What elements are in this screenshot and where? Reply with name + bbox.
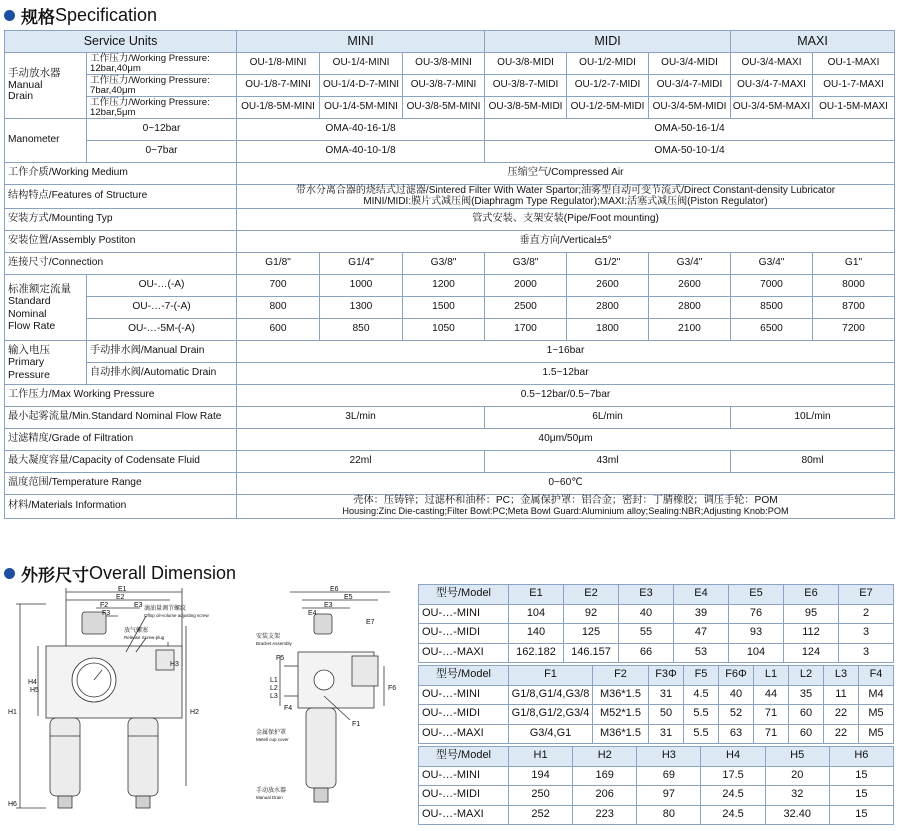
manual-drain-row-3 xyxy=(5,97,895,119)
spec-title-cn: 规格 xyxy=(21,8,55,27)
model-cell: OU-1-7-MAXI xyxy=(813,75,895,97)
max-pressure-value: 0.5~12bar/0.5~7bar xyxy=(237,385,895,407)
connection-row xyxy=(5,253,895,275)
filtration-value: 40μm/50μm xyxy=(237,429,895,451)
dim-e1: E1 xyxy=(118,586,127,593)
value-cell: 112 xyxy=(784,624,839,644)
value-cell: 11 xyxy=(824,685,859,705)
min-flow-label: 最小起雾流量/Min.Standard Nominal Flow Rate xyxy=(5,407,237,429)
value-cell: 24.5 xyxy=(701,805,765,825)
assembly-row xyxy=(5,231,895,253)
cond-cell xyxy=(87,75,237,97)
dimension-table-f xyxy=(418,665,894,744)
value-cell: 39 xyxy=(674,604,729,624)
flow-cell: 2600 xyxy=(567,275,649,297)
value-cell: 44 xyxy=(754,685,789,705)
model-cell: OU-1/8-7-MINI xyxy=(237,75,320,97)
flow-cell: 2000 xyxy=(485,275,567,297)
condensate-label: 最大凝度容量/Capacity of Codensate Fluid xyxy=(5,451,237,473)
primary-label-text: 输入电压 Primary Pressure xyxy=(8,344,51,381)
materials-line-2: Housing:Zinc Die-casting;Filter Bowl:PC;Meta Bowl Guard:Aluminium alloy;Sealing:NBR;Adjusting Knob:POM xyxy=(342,506,789,517)
connection-label: 连接尺寸/Connection xyxy=(5,253,237,275)
connection-cell: G1/4" xyxy=(320,253,403,275)
dim-table-e-header xyxy=(419,585,894,605)
oil-adjust-en: Oflop oil-volume adjusting screw xyxy=(144,613,209,618)
flow-cell: 850 xyxy=(320,319,403,341)
value-cell: M36*1.5 xyxy=(593,724,649,744)
value-cell: 124 xyxy=(784,643,839,663)
bowl-guard-en: Metell cup cover xyxy=(256,737,289,742)
value-cell: 63 xyxy=(719,724,754,744)
value-cell: 71 xyxy=(754,724,789,744)
condensate-row xyxy=(5,451,895,473)
connection-cell: G1" xyxy=(813,253,895,275)
primary-value: 1.5~12bar xyxy=(237,363,895,385)
dim-l3: L3 xyxy=(270,693,278,700)
manometer-row-2 xyxy=(5,141,895,163)
flow-cell: 1500 xyxy=(403,297,485,319)
flow-cell: 2800 xyxy=(649,297,731,319)
dim-h1: H1 xyxy=(8,709,17,716)
flow-type: OU-…-7-(-A) xyxy=(87,297,237,319)
header-cell: F3Φ xyxy=(649,666,684,686)
cond-cell xyxy=(87,97,237,119)
primary-type: 自动排水阀/Automatic Drain xyxy=(87,363,237,385)
flow-cell: 2100 xyxy=(649,319,731,341)
materials-label: 材料/Materials Information xyxy=(5,495,237,519)
value-cell: M4 xyxy=(859,685,894,705)
model-cell: OU-1/2-7-MIDI xyxy=(567,75,649,97)
value-cell: 53 xyxy=(674,643,729,663)
flow-cell: 600 xyxy=(237,319,320,341)
service-units-header: Service Units xyxy=(5,31,237,53)
condensate-midi: 43ml xyxy=(485,451,731,473)
value-cell: 15 xyxy=(829,766,893,786)
primary-label xyxy=(5,341,87,385)
header-cell: F6Φ xyxy=(719,666,754,686)
specification-table xyxy=(4,30,895,519)
structure-label: 结构特点/Features of Structure xyxy=(5,185,237,209)
dim-f2: F2 xyxy=(100,602,109,609)
manual-drain-row-1 xyxy=(5,53,895,75)
flow-cell: 7200 xyxy=(813,319,895,341)
table-row xyxy=(419,604,894,624)
min-flow-row xyxy=(5,407,895,429)
dim-l2: L2 xyxy=(270,685,278,692)
midi-header: MIDI xyxy=(485,31,731,53)
front-view-drawing xyxy=(6,586,209,820)
manual-drain-drawing-label: 手动放水器 xyxy=(256,788,287,794)
table-row xyxy=(419,786,894,806)
dim-l1: L1 xyxy=(270,677,278,684)
flow-label-text: 标准额定流量 Standard Nominal Flow Rate xyxy=(8,283,71,332)
header-cell: H5 xyxy=(765,747,829,767)
value-cell: 5.5 xyxy=(684,705,719,725)
condensate-mini: 22ml xyxy=(237,451,485,473)
dim-f6: F6 xyxy=(388,685,397,692)
value-cell: 104 xyxy=(729,643,784,663)
model-cell: OU-…-MINI xyxy=(419,685,509,705)
header-cell: 型号/Model xyxy=(419,747,509,767)
header-cell: F4 xyxy=(859,666,894,686)
dim-e4: E4 xyxy=(308,610,317,617)
flow-row-2 xyxy=(5,297,895,319)
model-cell: OU-1-MAXI xyxy=(813,53,895,75)
value-cell: 32.40 xyxy=(765,805,829,825)
cond-text: 工作压力/Working Pressure: 7bar,40μm xyxy=(90,74,210,96)
flow-cell: 2800 xyxy=(567,297,649,319)
primary-row-1 xyxy=(5,341,895,363)
flow-cell: 1700 xyxy=(485,319,567,341)
value-cell: G1/8,G1/4,G3/8 xyxy=(509,685,593,705)
model-cell: OU-…-MIDI xyxy=(419,786,509,806)
table-row xyxy=(419,643,894,663)
dim-f3: F3 xyxy=(102,610,111,617)
mini-gauge: OMA-40-16-1/8 xyxy=(237,119,485,141)
dim-table-h-header xyxy=(419,747,894,767)
range-cell: 0~7bar xyxy=(87,141,237,163)
model-cell: OU-3/4-5M-MAXI xyxy=(731,97,813,119)
midi-maxi-gauge: OMA-50-10-1/4 xyxy=(485,141,895,163)
value-cell: 97 xyxy=(637,786,701,806)
value-cell: 40 xyxy=(619,604,674,624)
dim-h5: H5 xyxy=(30,687,39,694)
value-cell: 71 xyxy=(754,705,789,725)
dim-section-title xyxy=(4,561,236,586)
model-cell: OU-1/2-5M-MIDI xyxy=(567,97,649,119)
model-cell: OU-3/4-7-MIDI xyxy=(649,75,731,97)
structure-line-2: MINI/MIDI:膜片式减压阀(Diaphragm Type Regulator);MAXI:活塞式减压阀(Piston Regulator) xyxy=(363,195,768,207)
mounting-value: 管式安装、支架安装(Pipe/Foot mounting) xyxy=(237,209,895,231)
model-cell: OU-1-5M-MAXI xyxy=(813,97,895,119)
manometer-row-1 xyxy=(5,119,895,141)
value-cell: M36*1.5 xyxy=(593,685,649,705)
value-cell: 31 xyxy=(649,685,684,705)
model-cell: OU-1/8-5M-MINI xyxy=(237,97,320,119)
connection-cell: G3/4" xyxy=(649,253,731,275)
header-cell: H1 xyxy=(509,747,573,767)
assembly-label: 安装位置/Assembly Postiton xyxy=(5,231,237,253)
manual-drain-label-text: 手动放水器 Manual Drain xyxy=(8,67,61,103)
header-cell: F1 xyxy=(509,666,593,686)
max-pressure-row xyxy=(5,385,895,407)
manometer-label: Manometer xyxy=(5,119,87,163)
value-cell: 5.5 xyxy=(684,724,719,744)
bullet-dot-icon xyxy=(4,10,15,21)
value-cell: 206 xyxy=(573,786,637,806)
cond-text: 工作压力/Working Pressure: 12bar,5μm xyxy=(90,96,210,118)
header-cell: E7 xyxy=(839,585,894,605)
flow-cell: 1000 xyxy=(320,275,403,297)
value-cell: 35 xyxy=(789,685,824,705)
mounting-label: 安装方式/Mounting Typ xyxy=(5,209,237,231)
primary-type: 手动排水阀/Manual Drain xyxy=(87,341,237,363)
midi-maxi-gauge: OMA-50-16-1/4 xyxy=(485,119,895,141)
flow-cell: 2500 xyxy=(485,297,567,319)
model-cell: OU-…-MAXI xyxy=(419,643,509,663)
value-cell: 32 xyxy=(765,786,829,806)
value-cell: 4.5 xyxy=(684,685,719,705)
flow-row-3 xyxy=(5,319,895,341)
materials-value xyxy=(237,495,895,519)
flow-cell: 6500 xyxy=(731,319,813,341)
model-cell: OU-1/4-MINI xyxy=(320,53,403,75)
spec-section-title xyxy=(4,3,157,28)
model-cell: OU-1/4-D-7-MINI xyxy=(320,75,403,97)
table-row xyxy=(419,724,894,744)
temperature-row xyxy=(5,473,895,495)
bullet-dot-icon xyxy=(4,568,15,579)
value-cell: 3 xyxy=(839,643,894,663)
header-cell: L1 xyxy=(754,666,789,686)
materials-line-1: 壳体：压铸锌；过滤杯和油杯：PC；金属保护罩：铝合金；密封：丁腈橡胶；调压手轮：POM xyxy=(353,495,778,507)
header-cell: 型号/Model xyxy=(419,666,509,686)
dim-e5: E5 xyxy=(344,594,353,601)
value-cell: 93 xyxy=(729,624,784,644)
value-cell: 55 xyxy=(619,624,674,644)
dim-f5: F5 xyxy=(276,655,285,662)
model-cell: OU-…-MINI xyxy=(419,766,509,786)
value-cell: 40 xyxy=(719,685,754,705)
value-cell: 80 xyxy=(637,805,701,825)
connection-cell: G1/2" xyxy=(567,253,649,275)
header-cell: L3 xyxy=(824,666,859,686)
value-cell: 15 xyxy=(829,786,893,806)
value-cell: 104 xyxy=(509,604,564,624)
model-cell: OU-1/4-5M-MINI xyxy=(320,97,403,119)
model-cell: OU-…-MINI xyxy=(419,604,509,624)
model-cell: OU-3/8-5M-MINI xyxy=(403,97,485,119)
dim-h2: H2 xyxy=(190,709,199,716)
side-view-svg xyxy=(254,586,404,824)
header-cell: L2 xyxy=(789,666,824,686)
value-cell: 60 xyxy=(789,705,824,725)
model-cell: OU-1/2-MIDI xyxy=(567,53,649,75)
model-cell: OU-1/8-MINI xyxy=(237,53,320,75)
dim-table-f-header xyxy=(419,666,894,686)
value-cell: 95 xyxy=(784,604,839,624)
primary-value: 1~16bar xyxy=(237,341,895,363)
value-cell: 22 xyxy=(824,705,859,725)
cond-text: 工作压力/Working Pressure: 12bar,40μm xyxy=(90,52,210,74)
manual-drain-label xyxy=(5,53,87,119)
value-cell: G1/8,G1/2,G3/4 xyxy=(509,705,593,725)
flow-cell: 1050 xyxy=(403,319,485,341)
header-cell: E1 xyxy=(509,585,564,605)
value-cell: 76 xyxy=(729,604,784,624)
structure-line-1: 带水分离合器的烧结式过滤器/Sintered Filter With Water Spartor;油雾型自动可变节流式/Direct Constant-density Lubricator xyxy=(295,185,836,196)
model-cell: OU-3/8-MIDI xyxy=(485,53,567,75)
bracket-label: 安装支架 xyxy=(256,634,281,640)
min-flow-maxi: 10L/min xyxy=(731,407,895,429)
flow-cell: 8500 xyxy=(731,297,813,319)
value-cell: 50 xyxy=(649,705,684,725)
dim-h4: H4 xyxy=(28,679,37,686)
value-cell: 22 xyxy=(824,724,859,744)
header-cell: F2 xyxy=(593,666,649,686)
dim-title-cn: 外形尺寸 xyxy=(21,566,89,585)
model-cell: OU-…-MAXI xyxy=(419,724,509,744)
table-row xyxy=(419,685,894,705)
value-cell: 69 xyxy=(637,766,701,786)
header-cell: E4 xyxy=(674,585,729,605)
temperature-label: 温度范围/Temperature Range xyxy=(5,473,237,495)
flow-cell: 700 xyxy=(237,275,320,297)
header-cell: H6 xyxy=(829,747,893,767)
working-medium-label: 工作介质/Working Medium xyxy=(5,163,237,185)
table-row xyxy=(419,766,894,786)
header-cell: E5 xyxy=(729,585,784,605)
value-cell: 31 xyxy=(649,724,684,744)
max-pressure-label: 工作压力/Max Working Pressure xyxy=(5,385,237,407)
dim-f1: F1 xyxy=(352,721,361,728)
model-cell: OU-3/8-7-MIDI xyxy=(485,75,567,97)
header-cell: E3 xyxy=(619,585,674,605)
header-cell: 型号/Model xyxy=(419,585,509,605)
mini-header: MINI xyxy=(237,31,485,53)
spec-title-en: Specification xyxy=(55,5,158,25)
manual-drain-drawing-en: Manual Drain xyxy=(256,795,283,800)
model-cell: OU-3/8-7-MINI xyxy=(403,75,485,97)
value-cell: 24.5 xyxy=(701,786,765,806)
flow-label xyxy=(5,275,87,341)
dim-f4: F4 xyxy=(284,705,293,712)
flow-cell: 1200 xyxy=(403,275,485,297)
model-cell: OU-3/8-MINI xyxy=(403,53,485,75)
value-cell: 250 xyxy=(509,786,573,806)
model-cell: OU-3/4-5M-MIDI xyxy=(649,97,731,119)
temperature-value: 0~60℃ xyxy=(237,473,895,495)
side-view-drawing xyxy=(254,586,404,824)
value-cell: M5 xyxy=(859,724,894,744)
connection-cell: G3/4" xyxy=(731,253,813,275)
table-row xyxy=(419,805,894,825)
range-cell: 0~12bar xyxy=(87,119,237,141)
value-cell: M52*1.5 xyxy=(593,705,649,725)
filtration-row xyxy=(5,429,895,451)
dim-title-en: Overall Dimension xyxy=(89,563,237,583)
flow-cell: 1800 xyxy=(567,319,649,341)
value-cell: 169 xyxy=(573,766,637,786)
structure-row xyxy=(5,185,895,209)
connection-cell: G3/8" xyxy=(485,253,567,275)
mounting-row xyxy=(5,209,895,231)
mini-gauge: OMA-40-10-1/8 xyxy=(237,141,485,163)
flow-row-1 xyxy=(5,275,895,297)
header-cell: E6 xyxy=(784,585,839,605)
cond-cell xyxy=(87,53,237,75)
value-cell: 66 xyxy=(619,643,674,663)
table-row xyxy=(419,624,894,644)
condensate-maxi: 80ml xyxy=(731,451,895,473)
flow-cell: 2600 xyxy=(649,275,731,297)
value-cell: M5 xyxy=(859,705,894,725)
dim-e3: E3 xyxy=(134,602,143,609)
bowl-guard-label: 金属保护罩 xyxy=(256,730,287,736)
value-cell: 47 xyxy=(674,624,729,644)
value-cell: 20 xyxy=(765,766,829,786)
header-cell: H3 xyxy=(637,747,701,767)
value-cell: 15 xyxy=(829,805,893,825)
flow-type: OU-…-5M-(-A) xyxy=(87,319,237,341)
min-flow-mini: 3L/min xyxy=(237,407,485,429)
dim-e6: E6 xyxy=(330,586,339,593)
materials-row xyxy=(5,495,895,519)
flow-cell: 8700 xyxy=(813,297,895,319)
front-view-svg xyxy=(6,586,209,820)
dim-e7: E7 xyxy=(366,619,375,626)
value-cell: 60 xyxy=(789,724,824,744)
dimension-table-e xyxy=(418,584,894,663)
oil-adjust-label: 滴油量调节螺纹 xyxy=(144,606,187,612)
dim-e2: E2 xyxy=(116,594,125,601)
header-cell: F5 xyxy=(684,666,719,686)
dimension-table-h xyxy=(418,746,894,825)
value-cell: G3/4,G1 xyxy=(509,724,593,744)
connection-cell: G1/8" xyxy=(237,253,320,275)
header-cell: H2 xyxy=(573,747,637,767)
value-cell: 252 xyxy=(509,805,573,825)
flow-cell: 7000 xyxy=(731,275,813,297)
header-cell: H4 xyxy=(701,747,765,767)
dim-h6: H6 xyxy=(8,801,17,808)
spec-header-row xyxy=(5,31,895,53)
working-medium-row xyxy=(5,163,895,185)
model-cell: OU-3/4-MIDI xyxy=(649,53,731,75)
flow-type: OU-…(-A) xyxy=(87,275,237,297)
dim-h3: H3 xyxy=(170,661,179,668)
connection-cell: G3/8" xyxy=(403,253,485,275)
release-en: Release Screw-plug xyxy=(124,635,165,640)
flow-cell: 1300 xyxy=(320,297,403,319)
value-cell: 223 xyxy=(573,805,637,825)
value-cell: 92 xyxy=(564,604,619,624)
value-cell: 194 xyxy=(509,766,573,786)
filtration-label: 过滤精度/Grade of Filtration xyxy=(5,429,237,451)
value-cell: 146.157 xyxy=(564,643,619,663)
model-cell: OU-…-MIDI xyxy=(419,705,509,725)
min-flow-midi: 6L/min xyxy=(485,407,731,429)
primary-row-2 xyxy=(5,363,895,385)
dim-e3-side: E3 xyxy=(324,602,333,609)
value-cell: 140 xyxy=(509,624,564,644)
manual-drain-row-2 xyxy=(5,75,895,97)
release-label: 放气螺塞 xyxy=(124,628,149,634)
assembly-value: 垂直方向/Vertical±5° xyxy=(237,231,895,253)
value-cell: 125 xyxy=(564,624,619,644)
model-cell: OU-3/4-MAXI xyxy=(731,53,813,75)
flow-cell: 800 xyxy=(237,297,320,319)
value-cell: 52 xyxy=(719,705,754,725)
model-cell: OU-3/4-7-MAXI xyxy=(731,75,813,97)
table-row xyxy=(419,705,894,725)
model-cell: OU-…-MIDI xyxy=(419,624,509,644)
model-cell: OU-3/8-5M-MIDI xyxy=(485,97,567,119)
value-cell: 3 xyxy=(839,624,894,644)
value-cell: 162.182 xyxy=(509,643,564,663)
value-cell: 17.5 xyxy=(701,766,765,786)
maxi-header: MAXI xyxy=(731,31,895,53)
structure-value xyxy=(237,185,895,209)
bracket-en: Bracket Assembly xyxy=(256,641,292,646)
value-cell: 2 xyxy=(839,604,894,624)
model-cell: OU-…-MAXI xyxy=(419,805,509,825)
header-cell: E2 xyxy=(564,585,619,605)
working-medium-value: 压缩空气/Compressed Air xyxy=(237,163,895,185)
flow-cell: 8000 xyxy=(813,275,895,297)
